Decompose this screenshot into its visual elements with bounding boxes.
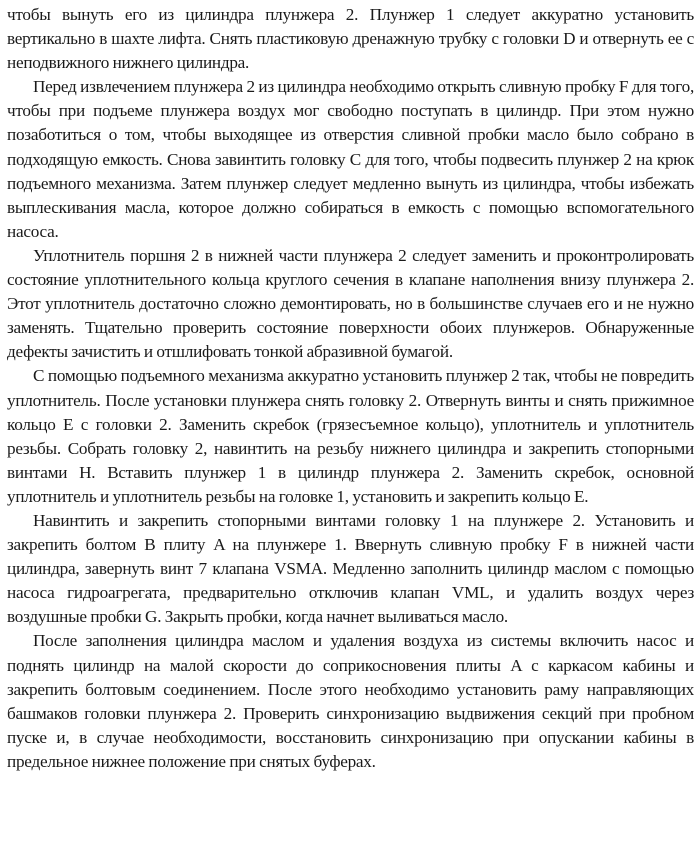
paragraph-oil-filling: Навинтить и закрепить стопорными винтами головку 1 на плунжере 2. Установить и закрепить болтом B плиту A на плунжере 1. Ввернуть сливную пробку F в нижней части цилиндра, завернуть винт 7 клапана VSMA. Медленно заполнить цилиндр маслом с помощью насоса гидроагрегата, предварительно отключив клапан VML, и удалить воздух через воздушные пробки G. Закрыть пробки, когда начнет выливаться масло. — [7, 510, 694, 627]
paragraph-reassembly: С помощью подъемного механизма аккуратно установить плунжер 2 так, чтобы не повредить уплотнитель. После установки плунжера снять головку 2. Отвернуть винты и снять прижимное кольцо E с головки 2. Заменить скребок (грязесъемное кольцо), уплотнитель и уплотнитель резьбы. Собрать головку 2, навинтить на резьбу нижнего цилиндра и закрепить стопорными винтами H. Вставить плунжер 1 в цилиндр плунжера 2. Заменить скребок, основной уплотнитель и уплотнитель резьбы на головке 1, установить и закрепить кольцо E. — [7, 366, 694, 506]
paragraph-final-checks: После заполнения цилиндра маслом и удаления воздуха из системы включить насос и поднять цилиндр на малой скорости до соприкосновения плиты A с каркасом кабины и закрепить болтовым соединением. После этого необходимо установить раму направляющих башмаков головки плунжера 2. Проверить синхронизацию выдвижения секций при пробном пуске и, в случае необходимости, восстановить синхронизацию при опускании кабины в предельное нижнее положение при снятых буферах. — [7, 631, 694, 771]
paragraph-seal-inspection: Уплотнитель поршня 2 в нижней части плунжера 2 следует заменить и проконтролировать состояние уплотнительного кольца круглого сечения в клапане наполнения внизу плунжера 2. Этот уплотнитель достаточно сложно демонтировать, но в большинстве случаев его и не нужно заменять. Тщательно проверить состояние поверхности обоих плунжеров. Обнаруженные дефекты зачистить и отшлифовать тонкой абразивной бумагой. — [7, 245, 694, 362]
paragraph-continuation: чтобы вынуть его из цилиндра плунжера 2. Плунжер 1 следует аккуратно установить вертикально в шахте лифта. Снять пластиковую дренажную трубку с головки D и отвернуть ее с неподвижного нижнего цилиндра. — [7, 5, 694, 73]
paragraph-plunger-removal: Перед извлечением плунжера 2 из цилиндра необходимо открыть сливную пробку F для того, чтобы при подъеме плунжера воздух мог свободно поступать в цилиндр. При этом нужно позаботиться о том, чтобы выходящее из отверстия сливной пробки масло было собрано в подходящую емкость. Снова завинтить головку C для того, чтобы подвесить плунжер 2 на крюк подъемного механизма. Затем плунжер следует медленно вынуть из цилиндра, чтобы избежать выплескивания масла, которое должно собираться в емкость с помощью вспомогательного насоса. — [7, 77, 694, 241]
